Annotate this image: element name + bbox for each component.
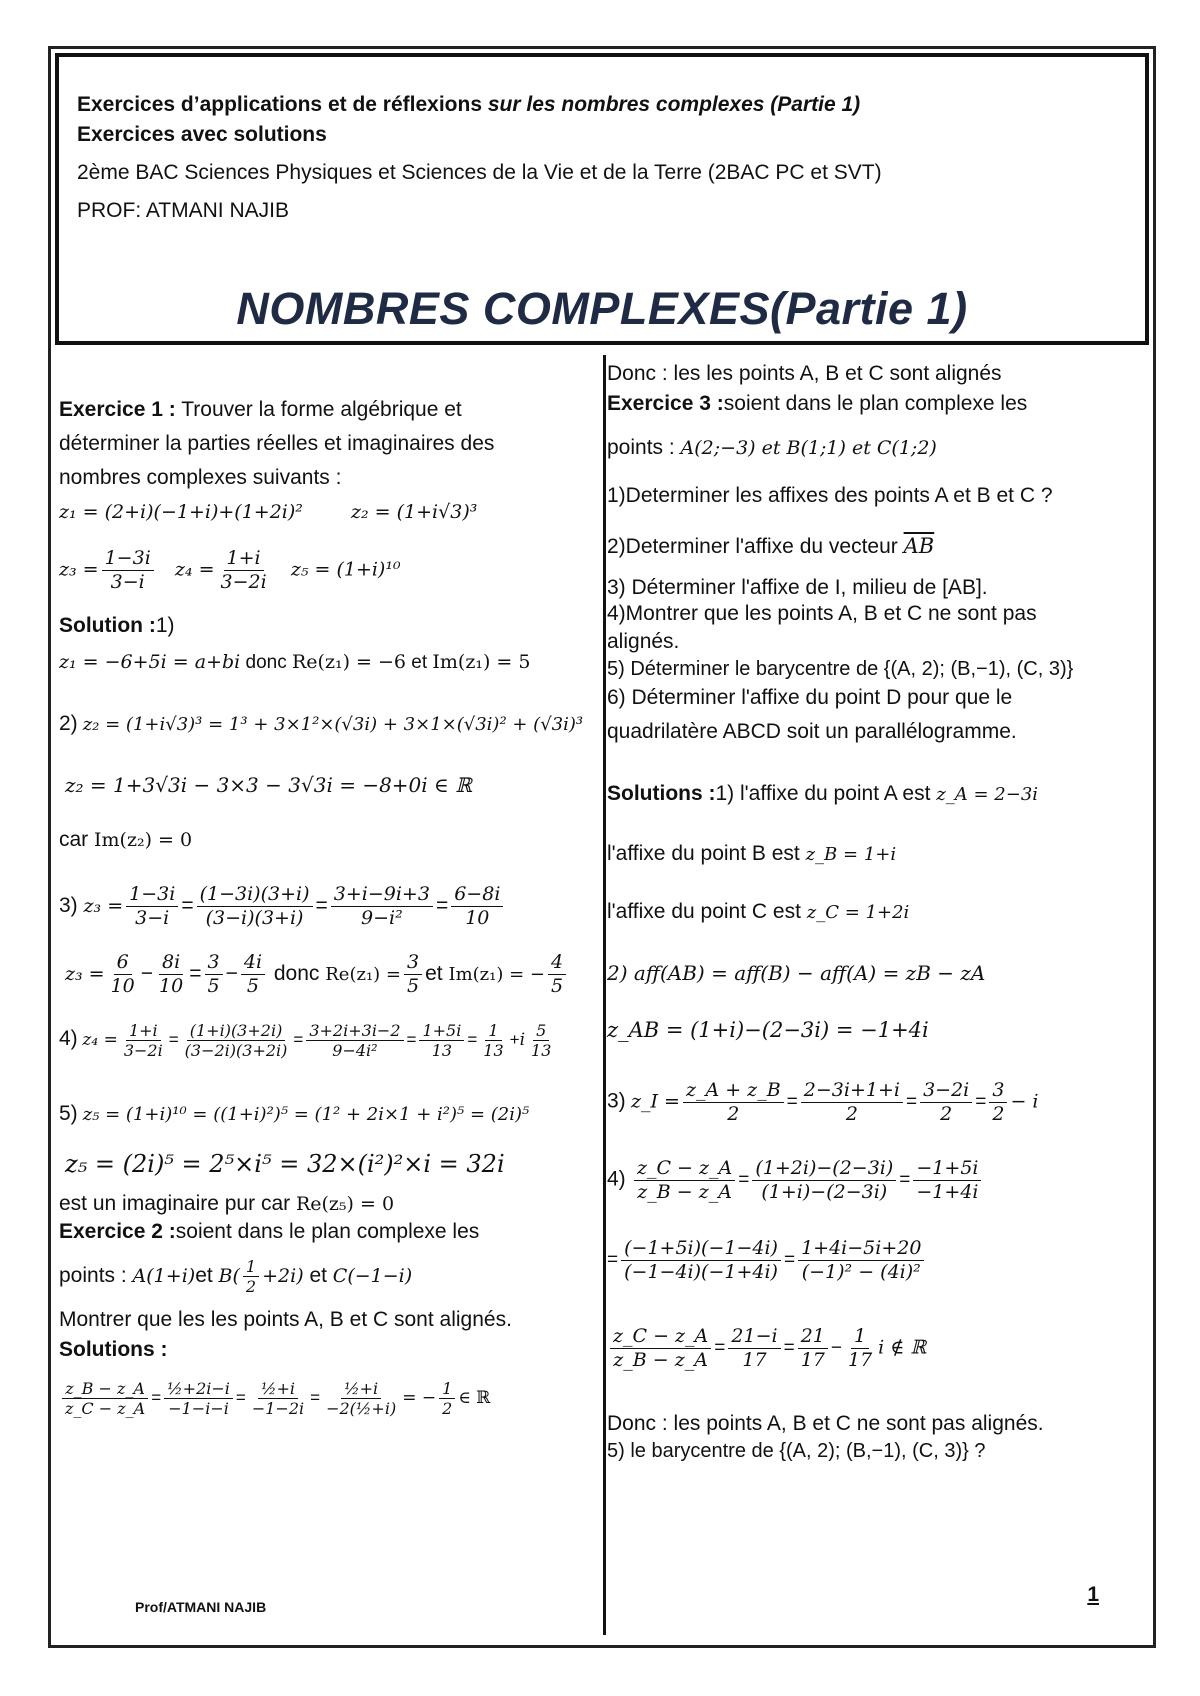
s5-conc: est un imaginaire pur car xyxy=(59,1192,296,1215)
ex1-statement-line2: déterminer la parties réelles et imaginaires des xyxy=(59,432,495,455)
sol4c-f4d: 17 xyxy=(847,1348,873,1371)
s3-f2n: (1−3i)(3+i) xyxy=(197,883,313,907)
ex3-sol4: 4) $\frac{z\_C - z\_A}{z\_B - z\_A}$ = $\frac{(1+2i)-(2-3i)}{(1+i)-(2-3i)}$ = $\frac{-1+5i}{-1+4i}$ xyxy=(607,1157,984,1204)
e2-f1d: z_C − z_A xyxy=(65,1399,146,1419)
e2-f4d: −2(½+i) xyxy=(326,1399,397,1419)
z3-lhs: z₃ = xyxy=(59,558,99,581)
s3b-f2d: 10 xyxy=(159,974,184,997)
ex2-B-n: 1 xyxy=(243,1257,259,1277)
ex3-q4b: alignés. xyxy=(607,630,680,653)
sol4c-frac3 xyxy=(798,1325,828,1372)
s1-e: Im(z₁) = 5 xyxy=(432,651,531,673)
ex3-q5: 5) Déterminer le barycentre de {(A, 2); (B,−1), (C, 3)} xyxy=(607,658,1074,680)
sol4-f1d: z_B − z_A xyxy=(637,1180,732,1203)
sol3-label: 3) xyxy=(607,1089,626,1113)
s3b-frac1 xyxy=(108,951,138,998)
ex3-sol1c xyxy=(607,899,909,925)
ex3-sol-label: Solutions : xyxy=(607,782,716,805)
sol4c-frac4 xyxy=(845,1325,875,1372)
ex3-sol3: 3) z_I = $\frac{z\_A + z\_B}{2}$ = $\frac{2-3i+1+i}{2}$ = $\frac{3-2i}{2}$ = $\frac{3}{2}$ − i xyxy=(607,1079,1039,1125)
s3-frac2 xyxy=(197,883,313,930)
ex2-B-d: 2 xyxy=(245,1277,257,1297)
s4-lhs: z₄ = xyxy=(82,1030,118,1051)
ex3-q2 xyxy=(607,533,934,560)
sol4b-f1n: (−1+5i)(−1−4i) xyxy=(621,1237,781,1261)
s4-frac5 xyxy=(480,1021,506,1060)
s3-f2d: (3−i)(3+i) xyxy=(205,906,304,929)
ex2-C: C(−1−i) xyxy=(332,1265,413,1288)
sol4-f3n: −1+5i xyxy=(913,1157,981,1181)
ex2-solutions-label: Solutions : xyxy=(59,1338,168,1361)
e2-f3d: −1−2i xyxy=(251,1399,305,1419)
e2-f4n: ½+i xyxy=(341,1379,381,1399)
header-line-3: 2ème BAC Sciences Physiques et Sciences de la Vie et de la Terre (2BAC PC et SVT) xyxy=(77,161,882,184)
ex3-q3: 3) Déterminer l'affixe de I, milieu de [AB]. xyxy=(607,576,988,599)
ex3-sol2: 2) aff(AB) = aff(B) − aff(A) = zB − zA xyxy=(607,961,986,985)
e2-frac2 xyxy=(164,1379,233,1418)
header-author: PROF: ATMANI NAJIB xyxy=(77,199,289,222)
ex3-sol1c-eq: z_C = 1+2i xyxy=(806,902,910,923)
page-number: 1 xyxy=(1087,1583,1099,1606)
z4-den: 3−2i xyxy=(220,570,267,593)
ex3-sol4b: = $\frac{(-1+5i)(-1-4i)}{(-1-4i)(-1+4i)}$ = $\frac{1+4i-5i+20}{\text{(−1)² − (4i)²}}$ xyxy=(607,1237,927,1284)
sol4b-frac1 xyxy=(621,1237,781,1284)
sol3-f3d: 2 xyxy=(940,1102,953,1125)
ex2-et1: et xyxy=(195,1264,219,1288)
s3-label: 3) xyxy=(59,893,78,917)
z3-fraction xyxy=(102,547,154,594)
z4-lhs: z₄ = xyxy=(174,558,215,581)
s3b-frac3 xyxy=(205,951,223,998)
s3-f4d: 10 xyxy=(465,906,490,929)
s4-label: 4) xyxy=(59,1027,78,1051)
ex3-sol1b-text: l'affixe du point B est xyxy=(607,842,806,865)
s3-f1d: 3−i xyxy=(135,906,170,929)
s3b-et: et xyxy=(425,961,449,985)
e2-frac1 xyxy=(62,1379,148,1418)
s3b-re-n: 3 xyxy=(404,951,422,975)
s3b-re-frac xyxy=(404,951,422,998)
s4-f4d: 13 xyxy=(431,1041,453,1061)
sol3-f1n: z_A + z_B xyxy=(683,1079,784,1103)
ex3-sol1-eq: z_A = 2−3i xyxy=(936,784,1039,805)
s4-f5d: 13 xyxy=(483,1041,504,1061)
z2-definition: z₂ = (1+i√3)³ xyxy=(351,501,478,523)
s4-frac1 xyxy=(121,1021,166,1060)
sol4-frac3 xyxy=(913,1157,981,1204)
s2-label: 2) xyxy=(59,712,78,735)
sol4c-f3n: 21 xyxy=(798,1325,828,1349)
footer-author: Prof/ATMANI NAJIB xyxy=(135,1599,267,1615)
s4-f4n: 1+5i xyxy=(419,1021,464,1041)
ex3-q6a: 6) Déterminer l'affixe du point D pour que le xyxy=(607,686,1013,709)
s1-c: Re(z₁) = −6 xyxy=(291,651,406,673)
ex3-q4a: 4)Montrer que les points A, B et C ne sont pas xyxy=(607,602,1037,625)
s2-reason xyxy=(59,827,192,853)
header-box xyxy=(55,53,1149,345)
e2-res-n: 1 xyxy=(439,1379,455,1399)
ex3-sol1-text: 1) l'affixe du point A est xyxy=(715,782,937,805)
ex1-text1: Trouver la forme algébrique et xyxy=(175,398,462,421)
s3b-f1n: 6 xyxy=(114,951,132,975)
s3-f1n: 1−3i xyxy=(126,883,178,907)
header-line-1 xyxy=(77,93,860,117)
e2-f2d: −1−i−i xyxy=(168,1399,229,1419)
ex3-sol1 xyxy=(607,781,1038,807)
sol4c-tail: i ∉ ℝ xyxy=(878,1336,927,1359)
ex2-text: soient dans le plan complexe les xyxy=(175,1220,480,1243)
ex2-B-pre: B( xyxy=(218,1265,240,1288)
s4-frac4 xyxy=(419,1021,464,1060)
s4-line: 4) z₄ = $\frac{1+i}{3-2i}$ = $\frac{(1+i)(3+2i)}{(3-2i)(3+2i)}$ = $\frac{3+2i+3i-2}{\text{9−4i²}}$ = $\frac{1+5i}{13}$ = $\frac{1}{13}$ +i $\frac{5}{13}$ xyxy=(59,1021,557,1060)
solution-heading xyxy=(59,613,175,639)
header-line-1-bold: Exercices d’applications et de réflexions xyxy=(77,93,488,116)
ex2-B-post: +2i) xyxy=(262,1265,304,1288)
s4-f1n: 1+i xyxy=(126,1021,161,1041)
s2-line xyxy=(59,711,583,737)
ex3-text: soient dans le plan complexe les xyxy=(723,392,1028,415)
s2-eq2: z₂ = 1+3√3i − 3×3 − 3√3i = −8+0i ∈ ℝ xyxy=(65,773,472,797)
s3b-donc: donc xyxy=(268,961,326,985)
sol4b-frac2 xyxy=(798,1237,924,1284)
ex2-points-label: points : xyxy=(59,1264,133,1288)
ex2-conclusion: Donc : les les points A, B et C sont alignés xyxy=(607,362,1002,385)
sol3-f4d: 2 xyxy=(992,1102,1005,1125)
sol4c-f1n: z_C − z_A xyxy=(610,1325,711,1349)
sol4-f2n: (1+2i)−(2−3i) xyxy=(752,1157,896,1181)
sol3-lhs: z_I = xyxy=(630,1090,680,1113)
z3-den: 3−i xyxy=(110,570,145,593)
e2-res-d: 2 xyxy=(442,1399,453,1419)
sol4b-f2d: (−1)² − (4i)² xyxy=(801,1260,921,1283)
s1-a: z₁ = −6+5i = a+bi xyxy=(59,651,241,673)
header-line-2: Exercices avec solutions xyxy=(77,123,327,146)
sol4c-frac1 xyxy=(610,1325,711,1372)
ex3-sol1b-eq: z_B = 1+i xyxy=(805,844,897,865)
sol3-frac2 xyxy=(801,1079,903,1126)
s3b-f4n: 4i xyxy=(241,951,265,975)
q2-vec: $\overline{AB}$ xyxy=(903,534,935,558)
s3b-im-frac xyxy=(548,951,566,998)
s4-f6n: 5 xyxy=(533,1021,549,1041)
sol3-tail: − i xyxy=(1010,1090,1039,1113)
ex2-statement xyxy=(59,1219,479,1245)
s3b-im-d: 5 xyxy=(551,974,564,997)
s3-f3n: 3+i−9i+3 xyxy=(331,883,433,907)
s3b-re-d: 5 xyxy=(407,974,420,997)
e2-frac3 xyxy=(249,1379,307,1418)
ex2-solution-eq: $\frac{z\_B - z\_A}{z\_C - z\_A}$ = $\frac{\text{½+2i−i}}{-1-i-i}$ = $\frac{\text{½+i}}{-1-2i}$ = $\frac{\text{½+i}}{\text{−2(½+i)}}$ = − $\frac{1}{2}$ ∈ ℝ xyxy=(59,1379,490,1418)
sol3-frac1 xyxy=(683,1079,784,1126)
e2-f1n: z_B − z_A xyxy=(62,1379,148,1399)
s4-f3d: 9−4i² xyxy=(332,1041,378,1061)
s3-f4n: 6−8i xyxy=(451,883,503,907)
sol3-f2d: 2 xyxy=(845,1102,858,1125)
s3b-f4d: 5 xyxy=(246,974,259,997)
page-title: NOMBRES COMPLEXES(Partie 1) xyxy=(236,283,968,334)
e2-res: = − xyxy=(402,1388,437,1409)
s3b-frac2 xyxy=(156,951,186,998)
e2-in: ∈ ℝ xyxy=(458,1388,491,1409)
ex3-sol2b: z_AB = (1+i)−(2−3i) = −1+4i xyxy=(607,1018,929,1042)
ex3-label: Exercice 3 : xyxy=(607,392,724,415)
s5-eq2: z₅ = (2i)⁵ = 2⁵×i⁵ = 32×(i²)²×i = 32i xyxy=(65,1150,505,1178)
sol4c-f2n: 21−i xyxy=(728,1325,780,1349)
ex1-statement-line1 xyxy=(59,397,462,423)
s3-frac1 xyxy=(126,883,178,930)
sol4b-f1d: (−1−4i)(−1+4i) xyxy=(624,1260,778,1283)
ex3-pts: A(2;−3) et B(1;1) et C(1;2) xyxy=(680,437,937,459)
s3b-lhs: z₃ = xyxy=(65,962,105,985)
e2-res-frac xyxy=(439,1379,455,1418)
z3-num: 1−3i xyxy=(102,547,154,571)
e2-f2n: ½+2i−i xyxy=(164,1379,233,1399)
ex3-statement xyxy=(607,391,1027,417)
s2-car: car xyxy=(59,828,95,851)
ex3-q6b: quadrilatère ABCD soit un parallélogramme. xyxy=(607,720,1017,743)
z5-def: z₅ = (1+i)¹⁰ xyxy=(290,558,401,581)
s1-line xyxy=(59,651,530,675)
ex3-sol4c: $\frac{z\_C - z\_A}{z\_B - z\_A}$ = $\frac{21-i}{17}$ = $\frac{21}{17}$ − $\frac{1}{17}$ i ∉ ℝ xyxy=(607,1325,926,1372)
sol3-f4n: 3 xyxy=(989,1079,1007,1103)
sol4-label: 4) xyxy=(607,1167,626,1191)
ex3-conclusion: Donc : les points A, B et C ne sont pas alignés. xyxy=(607,1412,1044,1435)
ex3-points xyxy=(607,435,937,461)
sol4c-f2d: 17 xyxy=(742,1348,767,1371)
ex1-label: Exercice 1 : xyxy=(59,398,176,421)
s3b-f3d: 5 xyxy=(207,974,220,997)
sol4c-f1d: z_B − z_A xyxy=(613,1348,708,1371)
s5-eq: z₅ = (1+i)¹⁰ = ((1+i)²)⁵ = (1² + 2i×1 + i²)⁵ = (2i)⁵ xyxy=(82,1104,530,1125)
ex3-q5-repeat: 5) le barycentre de {(A, 2); (B,−1), (C, 3)} ? xyxy=(607,1440,986,1462)
s4-frac3 xyxy=(306,1021,403,1060)
s3b-f3n: 3 xyxy=(205,951,223,975)
ex3-q1: 1)Determiner les affixes des points A et B et C ? xyxy=(607,484,1053,507)
s5-label: 5) xyxy=(59,1102,78,1125)
q2-pre: 2)Determiner l'affixe du vecteur xyxy=(607,535,904,558)
s2-car-eq: Im(z₂) = 0 xyxy=(94,829,193,851)
s3b-im: Im(z₁) = − xyxy=(448,963,545,985)
page-frame xyxy=(48,46,1156,1648)
sol3-f2n: 2−3i+1+i xyxy=(801,1079,903,1103)
s5-line xyxy=(59,1101,529,1127)
s3b-f2n: 8i xyxy=(159,951,183,975)
ex3-sol1c-text: l'affixe du point C est xyxy=(607,900,807,923)
s5-conc-eq: Re(z₅) = 0 xyxy=(295,1193,395,1215)
s4-frac2 xyxy=(182,1021,291,1060)
s4-f2d: (3−2i)(3+2i) xyxy=(184,1041,288,1061)
s3b-line: z₃ = $\frac{6}{10}$ − $\frac{8i}{10}$ = $\frac{3}{5}$ − $\frac{4i}{5}$ donc Re(z₁) = $\frac{3}{5}$ et Im(z₁) = − $\frac{4}{5}$ xyxy=(65,951,569,998)
s4-f6d: 13 xyxy=(531,1041,552,1061)
z4-fraction xyxy=(218,547,270,594)
ex3-points-label: points : xyxy=(607,436,681,459)
s4-f5n: 1 xyxy=(485,1021,501,1041)
e2-f3n: ½+i xyxy=(258,1379,298,1399)
sol4c-f3d: 17 xyxy=(800,1348,825,1371)
z4-num: 1+i xyxy=(224,547,264,571)
ex2-et2: et xyxy=(303,1264,333,1288)
column-divider xyxy=(603,355,606,1635)
s2-eq: z₂ = (1+i√3)³ = 1³ + 3×1²×(√3i) + 3×1×(√3i)² + (√3i)³ xyxy=(82,714,584,735)
sol4-frac2 xyxy=(752,1157,896,1204)
s4-f1d: 3−2i xyxy=(123,1041,163,1061)
header-line-1-italic: sur les nombres complexes (Partie 1) xyxy=(487,93,861,116)
s3b-f1d: 10 xyxy=(110,974,135,997)
s4-f3n: 3+2i+3i−2 xyxy=(306,1021,403,1041)
z1-definition: z₁ = (2+i)(−1+i)+(1+2i)² xyxy=(59,501,303,523)
ex1-statement-line3: nombres complexes suivants : xyxy=(59,466,342,489)
solution-label: Solution : xyxy=(59,614,156,637)
sol4-f3d: −1+4i xyxy=(916,1180,979,1203)
ex2-label: Exercice 2 : xyxy=(59,1220,176,1243)
sol3-f3n: 3−2i xyxy=(920,1079,972,1103)
ex2-A: A(1+i) xyxy=(132,1265,196,1288)
sol4c-f4n: 1 xyxy=(851,1325,869,1349)
s1-b: donc xyxy=(240,652,292,673)
e2-frac4 xyxy=(323,1379,399,1418)
s3-f3d: 9−i² xyxy=(361,906,403,929)
sol4b-f2n: 1+4i−5i+20 xyxy=(798,1237,924,1261)
s3b-frac4 xyxy=(241,951,265,998)
sol4-f1n: z_C − z_A xyxy=(634,1157,735,1181)
sol3-f1d: 2 xyxy=(727,1102,740,1125)
sol4c-frac2 xyxy=(728,1325,780,1372)
s3-line: 3) z₃ = $\frac{1-3i}{3-i}$ = $\frac{(1-3i)(3+i)}{(3-i)(3+i)}$ = $\frac{3+i-9i+3}{\text{9−i²}}$ = $\frac{6-8i}{10}$ xyxy=(59,883,506,930)
ex2-task: Montrer que les les points A, B et C sont alignés. xyxy=(59,1308,512,1331)
z3-z4-z5-definitions xyxy=(59,547,401,594)
sol3-frac4 xyxy=(989,1079,1007,1126)
ex2-points xyxy=(59,1257,412,1296)
s4-f2n: (1+i)(3+2i) xyxy=(187,1021,286,1041)
sol3-frac3 xyxy=(920,1079,972,1126)
s3b-im-n: 4 xyxy=(548,951,566,975)
solution-num: 1) xyxy=(155,614,175,637)
s3b-re: Re(z₁) = xyxy=(325,963,402,985)
s3-lhs: z₃ = xyxy=(83,894,124,917)
sol4-frac1 xyxy=(634,1157,735,1204)
ex2-B-frac xyxy=(243,1257,259,1296)
s1-d: et xyxy=(406,652,433,673)
s3-frac4 xyxy=(451,883,503,930)
s4-frac6 xyxy=(528,1021,554,1060)
sol4-f2d: (1+i)−(2−3i) xyxy=(761,1180,888,1203)
s3-frac3 xyxy=(331,883,433,930)
ex3-sol1b xyxy=(607,841,896,867)
s5-conclusion xyxy=(59,1191,394,1217)
